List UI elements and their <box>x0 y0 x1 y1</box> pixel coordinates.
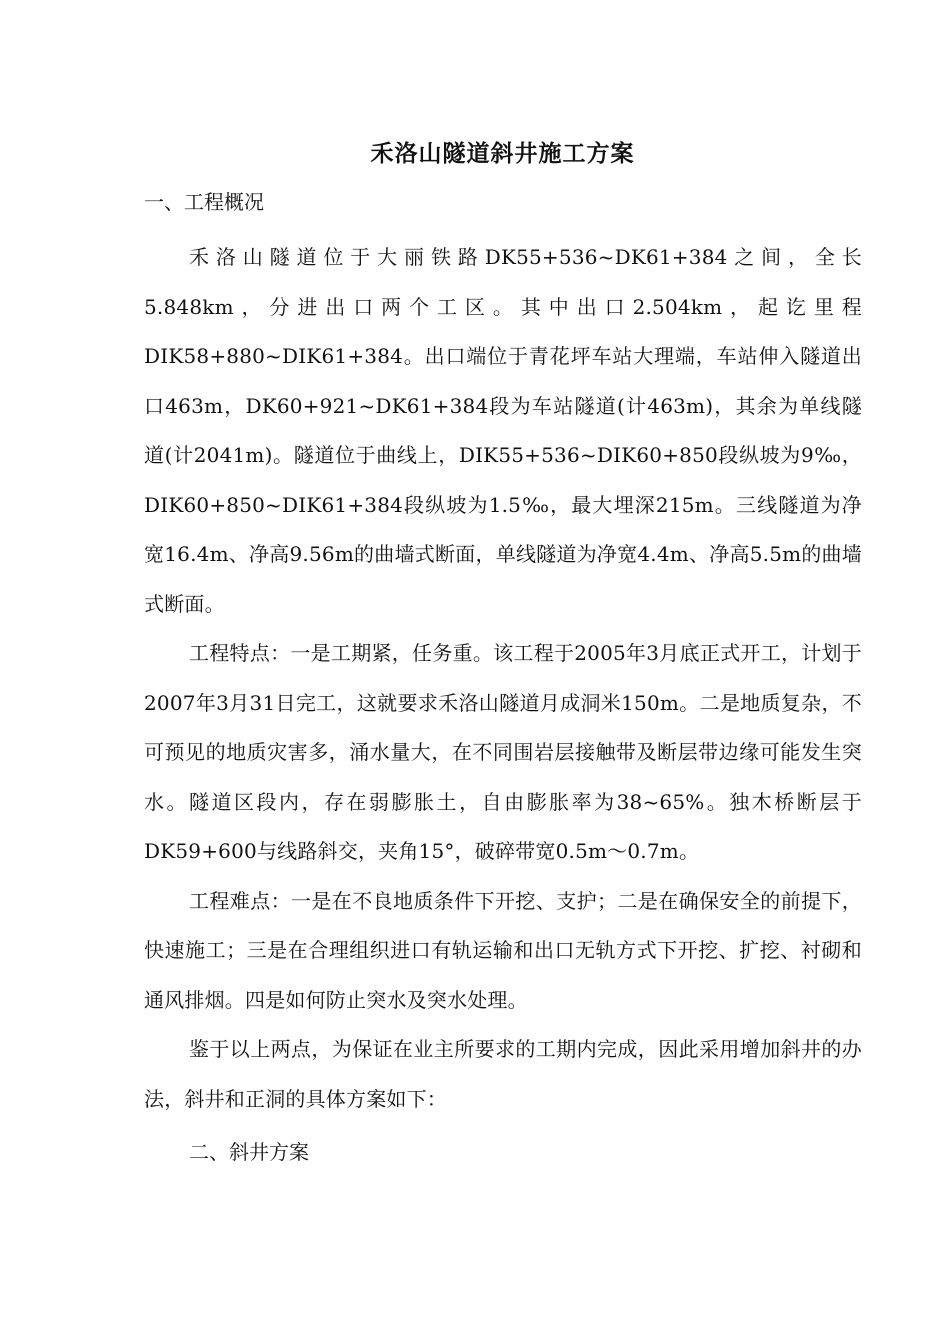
paragraph-features: 工程特点：一是工期紧，任务重。该工程于2005年3月底正式开工，计划于2007年3月31日完工，这就要求禾洛山隧道月成洞米150m。二是地质复杂，不可预见的地质灾害多，涌水量大，在不同围岩层接触带及断层带边缘可能发生突水。隧道区段内，存在弱膨胀土，自由膨胀率为38~65%。独木桥断层于DK59+600与线路斜交，夹角15°，破碎带宽0.5m～0.7m。 <box>144 641 862 863</box>
document-title: 禾洛山隧道斜井施工方案 <box>370 140 635 167</box>
paragraph-conclusion: 鉴于以上两点，为保证在业主所要求的工期内完成，因此采用增加斜井的办法，斜井和正洞的具体方案如下： <box>144 1037 862 1111</box>
section-heading-inclined-shaft: 二、斜井方案 <box>189 1140 309 1164</box>
document-body <box>144 184 862 1183</box>
section-heading-overview: 一、工程概况 <box>144 190 264 214</box>
paragraph-difficulties: 工程难点：一是在不良地质条件下开挖、支护；二是在确保安全的前提下，快速施工；三是在合理组织进口有轨运输和出口无轨方式下开挖、扩挖、衬砌和通风排烟。四是如何防止突水及突水处理。 <box>144 888 862 1012</box>
paragraph-overview: 禾洛山隧道位于大丽铁路DK55+536~DK61+384之间，全长5.848km，分进出口两个工区。其中出口2.504km，起讫里程DIK58+880~DIK61+384。出口端位于青花坪车站大理端，车站伸入隧道出口463m，DK60+921~DK61+384段为车站隧道(计463m)，其余为单线隧道(计2041m)。隧道位于曲线上，DIK55+536~DIK60+850段纵坡为9‰，DIK60+850~DIK61+384段纵坡为1.5‰，最大埋深215m。三线隧道为净宽16.4m、净高9.56m的曲墙式断面，单线隧道为净宽4.4m、净高5.5m的曲墙式断面。 <box>144 245 862 616</box>
